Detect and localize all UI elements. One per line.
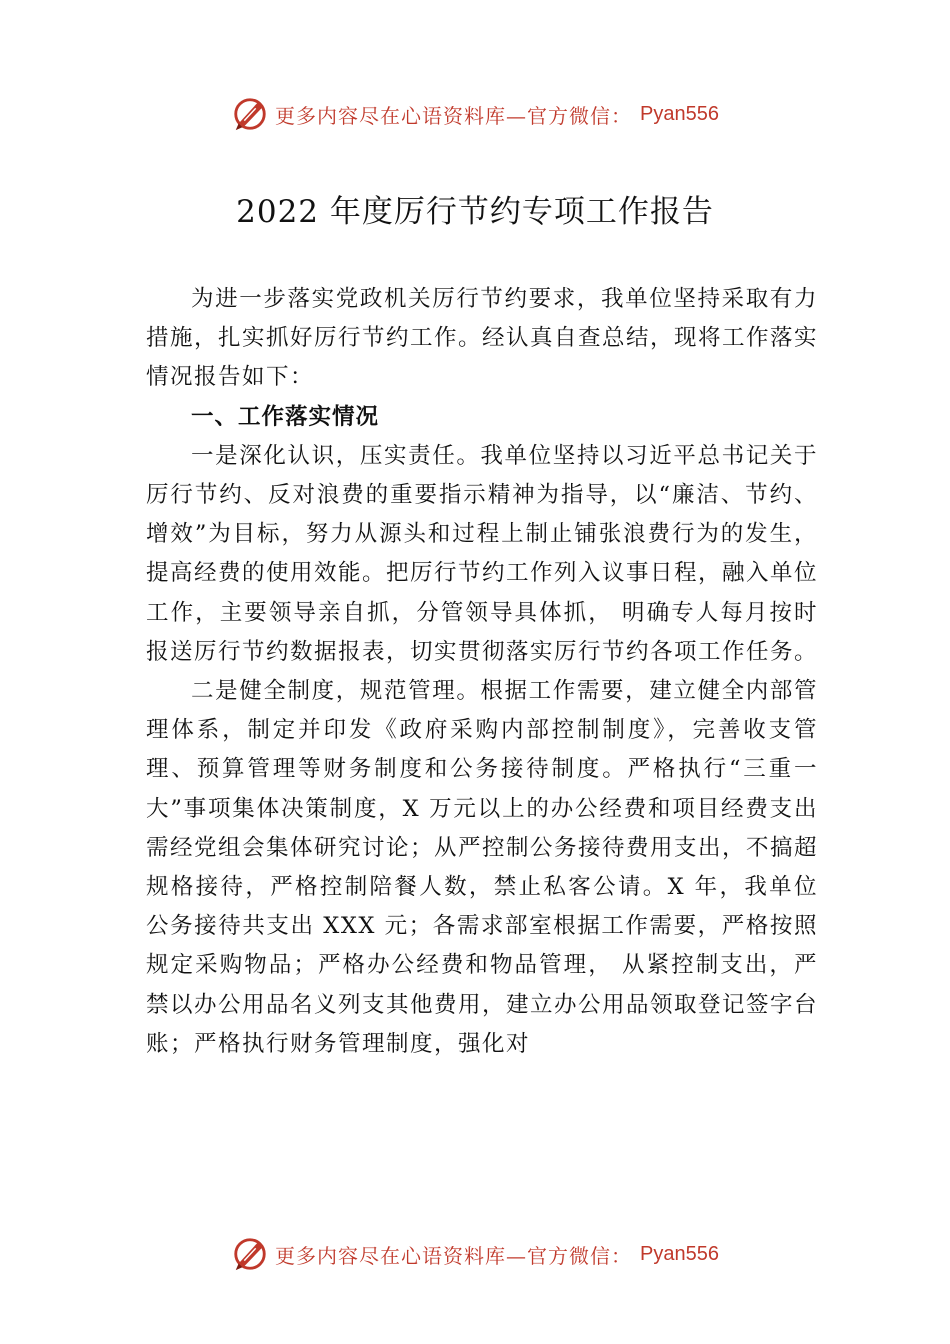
banner-text: 更多内容尽在心语资料库—官方微信： [275, 103, 633, 128]
banner-wechat-id: Pyan556 [640, 102, 719, 125]
footer-banner [0, 1234, 950, 1274]
pen-logo-icon [231, 1235, 269, 1273]
document-title: 2022 年度厉行节约专项工作报告 [236, 194, 714, 230]
header-banner [0, 94, 950, 134]
banner-wechat-id: Pyan556 [640, 1242, 719, 1265]
body-paragraph-2: 二是健全制度，规范管理。根据工作需要，建立健全内部管理体系，制定并印发《政府采购内部控制制度》，完善收支管理、预算管理等财务制度和公务接待制度。严格执行“三重一大”事项集体决策制度，X 万元以上的办公经费和项目经费支出需经党组会集体研究讨论；从严控制公务接待费用支出，不搞超规格接待，严格控制陪餐人数，禁止私客公请。X 年，我单位公务接待共支出 XXX 元；各需求部室根据工作需要，严格按照规定采购物品；严格办公经费和物品管理， 从紧控制支出，严禁以办公用品名义列支其他费用，建立办公用品领取登记签字台账；严格执行财务管理制度，强化对 [146, 678, 819, 1057]
document-body [146, 280, 818, 1064]
section-heading: 一、工作落实情况 [191, 403, 380, 430]
body-paragraph-1: 一是深化认识，压实责任。我单位坚持以习近平总书记关于厉行节约、反对浪费的重要指示精神为指导，以“廉洁、节约、增效”为目标，努力从源头和过程上制止铺张浪费行为的发生，提高经费的使用效能。把厉行节约工作列入议事日程，融入单位工作，主要领导亲自抓，分管领导具体抓， 明确专人每月按时报送厉行节约数据报表，切实贯彻落实厉行节约各项工作任务。 [146, 442, 819, 665]
intro-paragraph: 为进一步落实党政机关厉行节约要求，我单位坚持采取有力措施，扎实抓好厉行节约工作。经认真自查总结，现将工作落实情况报告如下： [146, 286, 819, 391]
pen-logo-icon [231, 95, 269, 133]
banner-text: 更多内容尽在心语资料库—官方微信： [275, 1243, 633, 1268]
